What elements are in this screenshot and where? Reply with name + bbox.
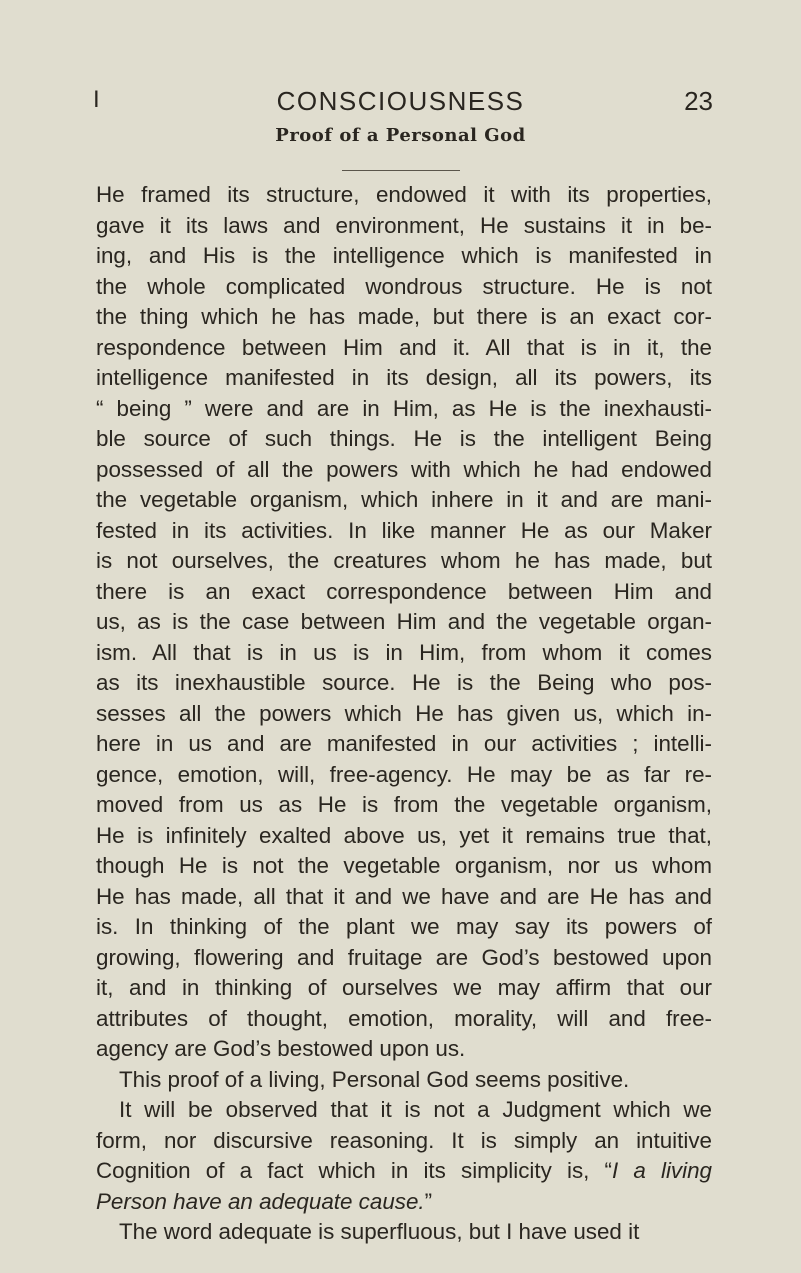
text-line: gave it its laws and environment, He sustains it in be-	[96, 212, 712, 238]
text-line: there is an exact correspondence between Him and	[96, 578, 712, 604]
text-line: It will be observed that it is not a Judgment which we	[119, 1097, 712, 1122]
text-line: form, nor discursive reasoning. It is simply an intuitive	[96, 1127, 712, 1153]
text-line: ing, and His is the intelligence which is manifested in	[96, 243, 712, 268]
text-line: gence, emotion, will, free-agency. He may be as far re-	[96, 761, 712, 787]
text-line: possessed of all the powers with which he had endowed	[96, 456, 712, 482]
text-line: here in us and are manifested in our activities ; intelli-	[96, 731, 712, 756]
text-line	[96, 1156, 712, 1187]
text-line: moved from us as He is from the vegetable organism,	[96, 792, 712, 817]
italic-quote: Person have an adequate cause.	[96, 1188, 425, 1214]
text-line: though He is not the vegetable organism, nor us whom	[96, 853, 712, 878]
paragraph	[96, 180, 712, 1065]
text-line: as its inexhaustible source. He is the Being who pos-	[96, 670, 712, 695]
text-line: is not ourselves, the creatures whom he has made, but	[96, 548, 712, 573]
text-line: sesses all the powers which He has given us, which in-	[96, 700, 712, 726]
running-head	[0, 86, 801, 126]
text-line: This proof of a living, Personal God seems positive.	[119, 1066, 630, 1092]
text-line: the vegetable organism, which inhere in it and are mani-	[96, 487, 712, 512]
text-line: attributes of thought, emotion, morality, will and free-	[96, 1005, 712, 1031]
text-line: us, as is the case between Him and the vegetable organ-	[96, 609, 712, 634]
text-line: intelligence manifested in its design, all its powers, its	[96, 365, 712, 390]
text-line	[96, 1187, 712, 1218]
text-line: fested in its activities. In like manner He as our Maker	[96, 517, 712, 543]
text-line: ble source of such things. He is the intelligent Being	[96, 426, 712, 451]
title-rule	[342, 170, 460, 171]
text-line: “ being ” were and are in Him, as He is the inexhausti-	[96, 395, 712, 421]
text-line: is. In thinking of the plant we may say its powers of	[96, 914, 712, 939]
italic-quote: I a living	[611, 1158, 713, 1183]
text-line: agency are God’s bestowed upon us.	[96, 1036, 466, 1061]
text-line: the thing which he has made, but there is an exact cor-	[96, 304, 712, 329]
text-line: The word adequate is superfluous, but I have used it	[119, 1219, 640, 1244]
running-title: CONSCIOUSNESS	[276, 86, 525, 116]
body-text	[96, 180, 712, 1248]
line-lead: Cognition of a fact which in its simplicity is, “	[96, 1158, 612, 1183]
text-line: He has made, all that it and we have and are He has and	[96, 883, 712, 909]
paragraph	[96, 1095, 712, 1217]
text-line: He framed its structure, endowed it with its properties,	[96, 182, 712, 207]
paragraph	[96, 1065, 712, 1096]
text-line: ism. All that is in us is in Him, from whom it comes	[96, 639, 712, 665]
paragraph	[96, 1217, 712, 1248]
chapter-number: I	[93, 86, 101, 113]
text-line: the whole complicated wondrous structure. He is not	[96, 273, 712, 299]
text-line: it, and in thinking of ourselves we may affirm that our	[96, 975, 712, 1000]
text-line: growing, flowering and fruitage are God’s bestowed upon	[96, 944, 712, 970]
closing-quote: ”	[424, 1188, 433, 1214]
page-number: 23	[684, 86, 713, 116]
section-title: Proof of a Personal God	[275, 125, 526, 146]
text-line: He is infinitely exalted above us, yet it remains true that,	[96, 822, 712, 848]
text-line: respondence between Him and it. All that is in it, the	[96, 334, 712, 360]
